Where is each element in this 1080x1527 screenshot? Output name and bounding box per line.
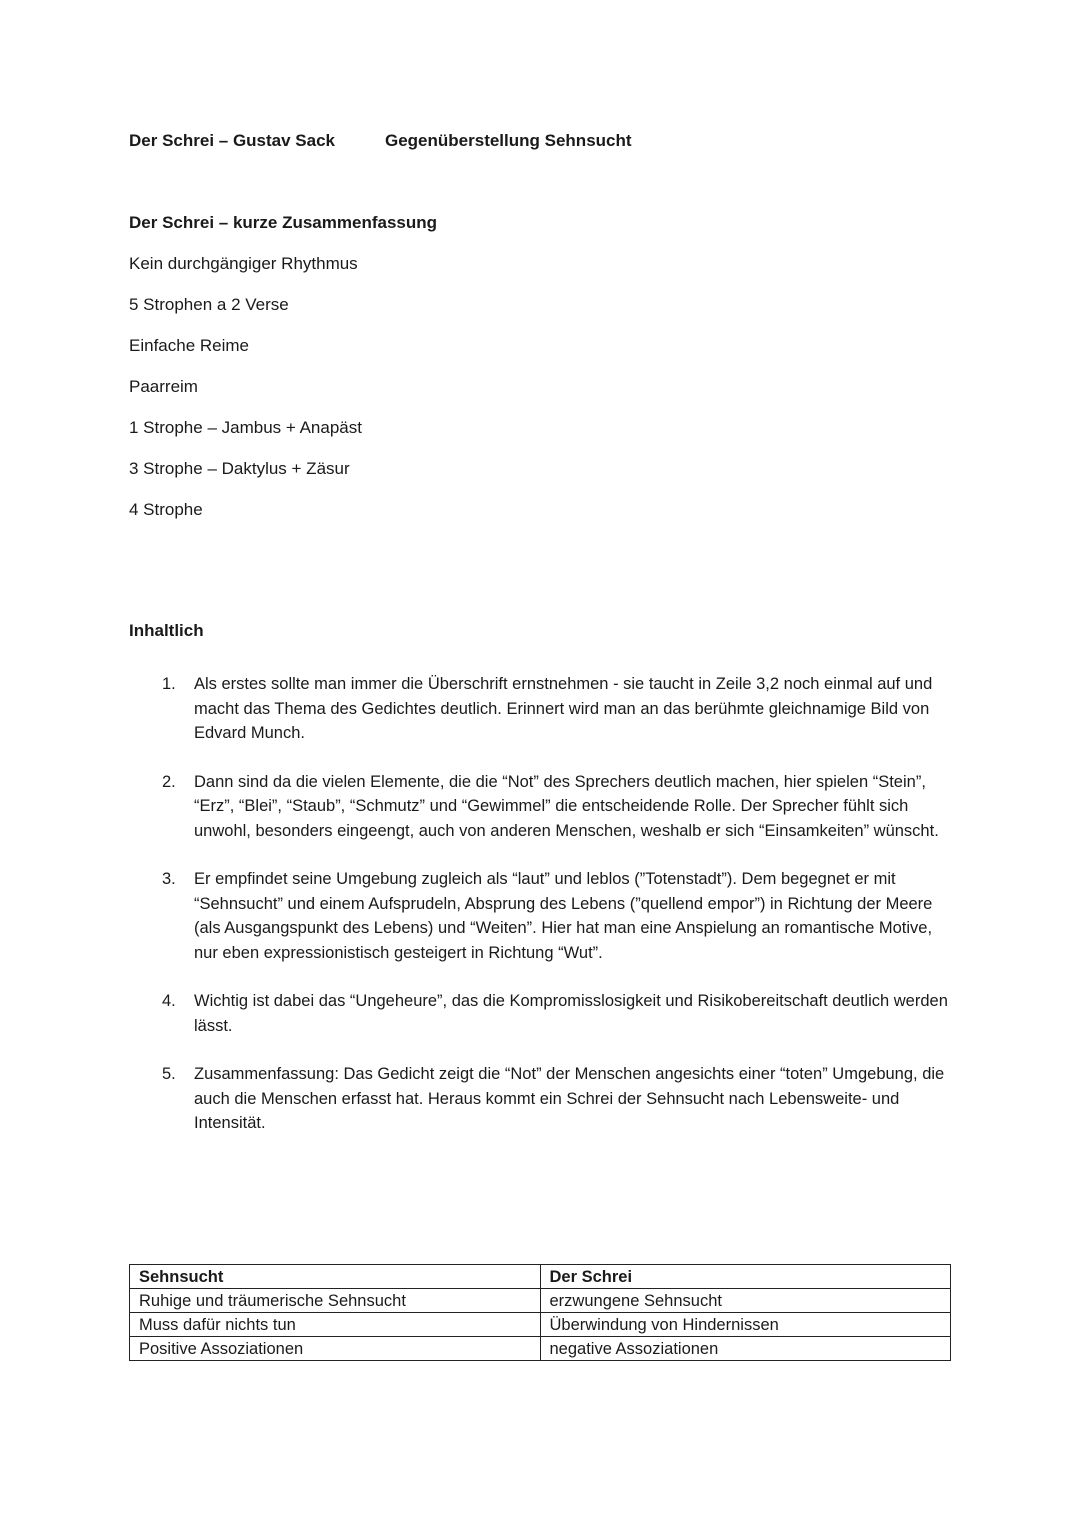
summary-list — [129, 254, 362, 541]
table-header-cell: Sehnsucht — [130, 1265, 541, 1289]
list-item — [129, 770, 951, 844]
list-item — [129, 989, 951, 1038]
table-row — [130, 1289, 951, 1313]
comparison-table — [129, 1264, 951, 1361]
content-heading: Inhaltlich — [129, 621, 204, 640]
list-item-number: 2. — [162, 772, 176, 791]
list-item — [129, 1062, 951, 1136]
header-title-left: Der Schrei – Gustav Sack — [129, 131, 336, 150]
list-item-text: Wichtig ist dabei das “Ungeheure”, das die Kompromisslosigkeit und Risikobereitschaft deutlich werden lässt. — [194, 992, 948, 1035]
summary-line: 1 Strophe – Jambus + Anapäst — [129, 418, 362, 437]
list-item-text: Dann sind da die vielen Elemente, die die “Not” des Sprechers deutlich machen, hier spielen “Stein”, “Erz”, “Blei”, “Staub”, “Schmutz” und “Gewimmel” die entscheidende Rolle. Der Sprecher fühlt sich unwohl, besonders eingeengt, auch von anderen Menschen, weshalb er sich “Einsamkeiten” wünscht. — [194, 772, 939, 840]
list-item-number: 4. — [162, 992, 176, 1010]
table-cell: Überwindung von Hindernissen — [540, 1313, 951, 1337]
summary-line: 5 Strophen a 2 Verse — [129, 295, 289, 314]
list-item-number: 3. — [162, 870, 176, 888]
table-header-cell: Der Schrei — [540, 1265, 951, 1289]
summary-heading: Der Schrei – kurze Zusammenfassung — [129, 213, 438, 232]
table-row — [130, 1337, 951, 1361]
table-cell: negative Assoziationen — [540, 1337, 951, 1361]
table-row — [130, 1313, 951, 1337]
table-header-row — [130, 1265, 951, 1289]
summary-line: 4 Strophe — [129, 500, 203, 519]
table-cell: Muss dafür nichts tun — [130, 1313, 541, 1337]
list-item-text: Zusammenfassung: Das Gedicht zeigt die “Not” der Menschen angesichts einer “toten” Umgebung, die auch die Menschen erfasst hat. Heraus kommt ein Schrei der Sehnsucht nach Lebensweite- und Intensität. — [194, 1065, 945, 1132]
table-cell: erzwungene Sehnsucht — [540, 1289, 951, 1313]
list-item-text: Als erstes sollte man immer die Überschrift ernstnehmen - sie taucht in Zeile 3,2 noch einmal auf und macht das Thema des Gedichtes deutlich. Erinnert wird man an das berühmte gleichnamige Bild von Edvard Munch. — [194, 675, 933, 742]
summary-line: 3 Strophe – Daktylus + Zäsur — [129, 459, 350, 478]
table-cell: Positive Assoziationen — [130, 1337, 541, 1361]
list-item-text: Er empfindet seine Umgebung zugleich als “laut” und leblos (”Totenstadt”). Dem begegnet er mit “Sehnsucht” und einem Aufsprudeln, Absprung des Lebens (”quellend empor”) in Richtung der Meere (als Ausgangspunkt des Lebens) und “Weiten”. Hier hat man eine Anspielung an romantische Motive, nur eben expressionistisch gesteigert in Richtung “Wut”. — [194, 870, 933, 962]
list-item — [129, 867, 951, 965]
list-item-number: 5. — [162, 1065, 176, 1083]
list-item — [129, 672, 951, 746]
header-title-right: Gegenüberstellung Sehnsucht — [385, 131, 632, 150]
summary-line: Kein durchgängiger Rhythmus — [129, 254, 358, 273]
list-item-number: 1. — [162, 675, 176, 693]
table-cell: Ruhige und träumerische Sehnsucht — [130, 1289, 541, 1313]
summary-line: Paarreim — [129, 377, 198, 396]
summary-line: Einfache Reime — [129, 336, 250, 355]
content-list — [129, 672, 951, 1160]
